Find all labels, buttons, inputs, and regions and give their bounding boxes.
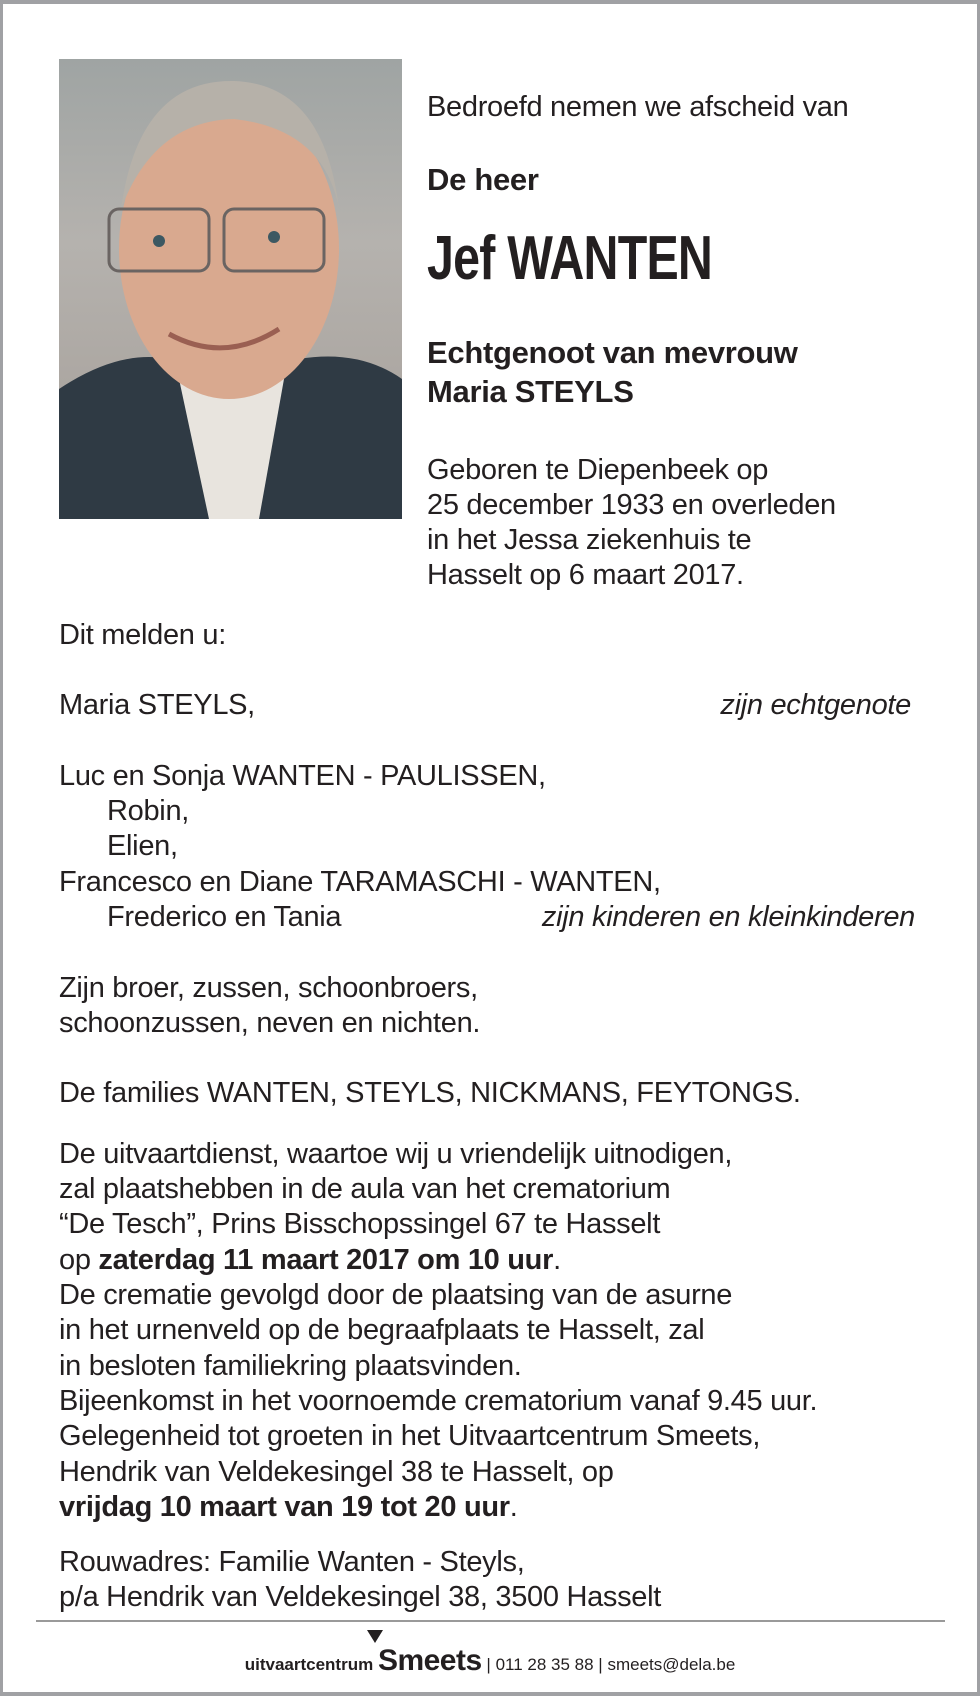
siblings-line: Zijn broer, zussen, schoonbroers, <box>59 972 478 1004</box>
footer-brand: Smeets <box>377 1644 482 1677</box>
service-line: De crematie gevolgd door de plaatsing van de asurne <box>59 1279 733 1311</box>
service-date-line <box>59 1243 561 1278</box>
address-line: p/a Hendrik van Veldekesingel 38, 3500 Hasselt <box>59 1581 662 1613</box>
spouse-line-1: Echtgenoot van mevrouw <box>427 335 798 370</box>
announce-text: Dit melden u: <box>59 619 226 651</box>
siblings-line: schoonzussen, neven en nichten. <box>59 1007 481 1039</box>
birth-line: Geboren te Diepenbeek op <box>427 454 769 486</box>
intro-text: Bedroefd nemen we afscheid van <box>427 91 849 123</box>
birth-line: Hasselt op 6 maart 2017. <box>427 559 744 591</box>
obituary-card <box>3 4 977 1692</box>
service-line: in het urnenveld op de begraafplaats te Hasselt, zal <box>59 1314 705 1346</box>
footer-separator: | <box>486 1655 491 1674</box>
divider <box>36 1620 945 1622</box>
visit-date-line <box>59 1490 518 1525</box>
spouse-name: Maria STEYLS, <box>59 689 255 721</box>
children-role: zijn kinderen en kleinkinderen <box>541 901 915 933</box>
footer <box>3 1644 977 1678</box>
service-line: Hendrik van Veldekesingel 38 te Hasselt, op <box>59 1456 614 1488</box>
footer-prefix: uitvaartcentrum <box>244 1655 374 1674</box>
address-line: Rouwadres: Familie Wanten - Steyls, <box>59 1546 525 1578</box>
service-line: Gelegenheid tot groeten in het Uitvaartcentrum Smeets, <box>59 1420 761 1452</box>
service-date-prefix: op <box>59 1244 99 1276</box>
spouse-line-2: Maria STEYLS <box>427 374 634 409</box>
footer-separator: | <box>598 1655 603 1674</box>
service-line: “De Tesch”, Prins Bisschopssingel 67 te Hasselt <box>59 1208 661 1240</box>
honorific: De heer <box>427 162 539 197</box>
footer-phone: 011 28 35 88 <box>495 1655 594 1674</box>
visit-date: vrijdag 10 maart van 19 tot 20 uur <box>59 1491 510 1523</box>
service-line: in besloten familiekring plaatsvinden. <box>59 1350 522 1382</box>
family-line: Elien, <box>107 830 178 862</box>
spouse-role: zijn echtgenote <box>720 689 911 721</box>
portrait-photo <box>59 59 402 519</box>
period: . <box>553 1244 561 1276</box>
service-line: zal plaatshebben in de aula van het crematorium <box>59 1173 671 1205</box>
service-line: Bijeenkomst in het voornoemde crematorium vanaf 9.45 uur. <box>59 1385 818 1417</box>
family-line: Frederico en Tania <box>107 901 342 933</box>
deceased-name: Jef WANTEN <box>427 224 713 293</box>
family-line: Robin, <box>107 795 190 827</box>
period: . <box>509 1491 518 1523</box>
families-line: De families WANTEN, STEYLS, NICKMANS, FEYTONGS. <box>59 1077 801 1109</box>
birth-line: in het Jessa ziekenhuis te <box>427 524 752 556</box>
family-line: Francesco en Diane TARAMASCHI - WANTEN, <box>59 866 661 898</box>
service-date: zaterdag 11 maart 2017 om 10 uur <box>98 1244 554 1276</box>
service-line: De uitvaartdienst, waartoe wij u vriendelijk uitnodigen, <box>59 1138 733 1170</box>
birth-line: 25 december 1933 en overleden <box>427 489 836 521</box>
family-line: Luc en Sonja WANTEN - PAULISSEN, <box>59 760 546 792</box>
footer-email: smeets@dela.be <box>607 1655 736 1674</box>
triangle-marker-icon <box>367 1630 383 1643</box>
